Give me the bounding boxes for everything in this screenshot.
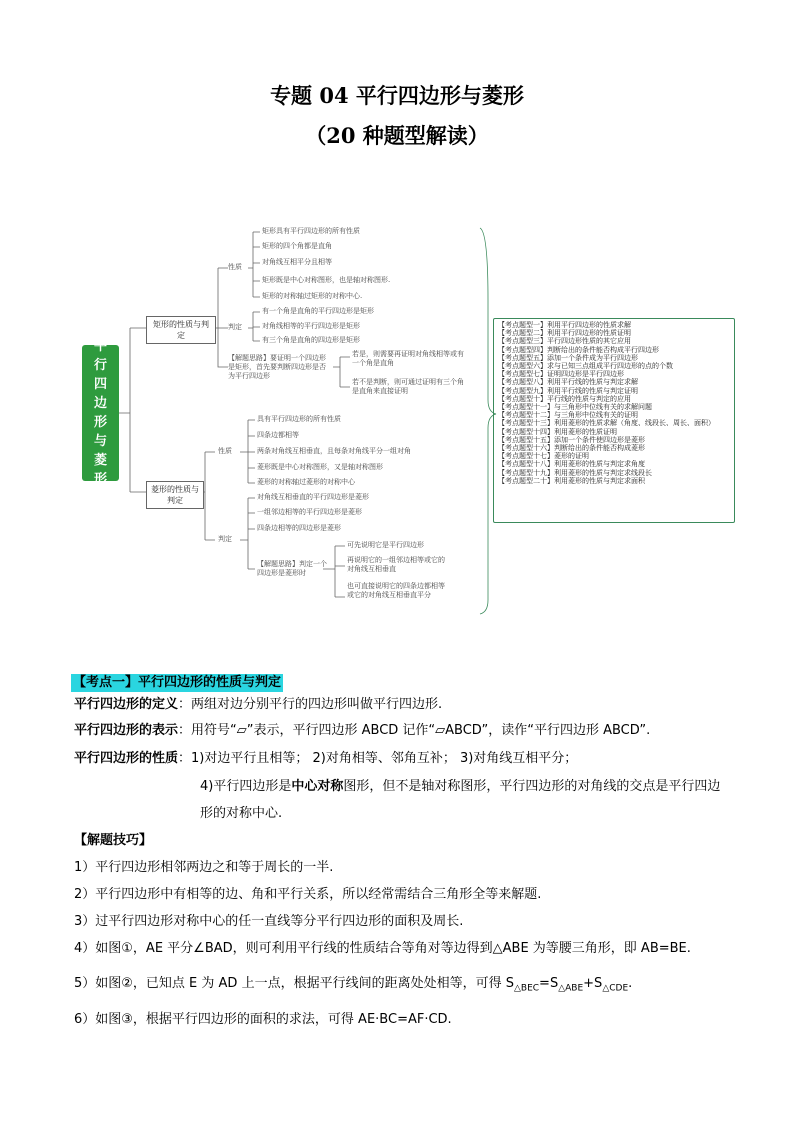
tip-4: 4）如图①，AE 平分∠BAD，则可利用平行线的性质结合等角对等边得到△ABE 为等腰三角形，即 AB=BE. xyxy=(74,941,691,956)
tip-5: 5）如图②，已知点 E 为 AD 上一点，根据平行线间的距离处处相等，可得 $S_{\triangle BEC}=S_{\triangle ABE}+S_{\triangle CDE}$. xyxy=(74,976,633,994)
topic-item: 【考点题型二】利用平行四边形的性质证明 xyxy=(498,329,631,338)
section-heading: 【考点一】平行四边形的性质与判定 xyxy=(73,675,282,690)
rect-judge-label: 判定 xyxy=(228,323,242,331)
rhombus-judge-1: 对角线互相垂直的平行四边形是菱形 xyxy=(257,493,369,501)
rect-judge-2: 对角线相等的平行四边形是矩形 xyxy=(262,322,360,330)
mindmap-root: 平行四边形与菱形 xyxy=(82,345,119,481)
rect-prop-1: 矩形具有平行四边形的所有性质 xyxy=(262,227,360,235)
rhombus-prop-1: 具有平行四边形的所有性质 xyxy=(257,415,341,423)
topic-item: 【考点题型九】利用平行线的性质与判定证明 xyxy=(498,386,638,395)
page-subtitle: （20 种题型解读） xyxy=(305,123,489,148)
tip-6: 6）如图③，根据平行四边形的面积的求法，可得 AE·BC=AF·CD. xyxy=(74,1012,452,1027)
topic-item: 【考点题型十】平行线的性质与判定的应用 xyxy=(498,394,631,403)
topic-item: 【考点题型四】判断给出的条件能否构成平行四边形 xyxy=(498,345,659,354)
rhombus-prop-2: 四条边都相等 xyxy=(257,431,299,439)
rhombus-prop-4: 菱形既是中心对称图形，又是轴对称图形 xyxy=(257,463,383,471)
topic-item: 【考点题型六】求与已知三点组成平行四边形的点的个数 xyxy=(498,362,673,371)
topic-item: 【考点题型八】利用平行线的性质与判定求解 xyxy=(498,378,638,387)
rect-prop-label: 性质 xyxy=(228,263,242,271)
topic-item: 【考点题型十三】利用菱形的性质求解（角度、线段长、周长、面积） xyxy=(498,419,715,428)
topic-item: 【考点题型十九】利用菱形的性质与判定求线段长 xyxy=(498,468,652,477)
tip-3: 3）过平行四边形对称中心的任一直线等分平行四边形的面积及周长. xyxy=(74,914,464,929)
rect-prop-5: 矩形的对称轴过矩形的对称中心. xyxy=(262,292,363,300)
rhombus-prop-3: 两条对角线互相垂直，且每条对角线平分一组对角 xyxy=(257,447,411,455)
rect-judge-3: 有三个角是直角的四边形是矩形 xyxy=(262,336,360,344)
rect-tip-b: 若不是判断，则可通过证明有三个角是直角来直接证明 xyxy=(352,378,464,395)
rect-judge-1: 有一个角是直角的平行四边形是矩形 xyxy=(262,307,374,315)
topic-item: 【考点题型十四】利用菱形的性质证明 xyxy=(498,427,617,436)
rhombus-tip-b: 再说明它的一组邻边相等或它的对角线互相垂直 xyxy=(347,556,445,573)
topic-item: 【考点题型十八】利用菱形的性质与判定求角度 xyxy=(498,460,645,469)
rhombus-judge-label: 判定 xyxy=(218,535,232,543)
rhombus-tip-a: 可先说明它是平行四边形 xyxy=(347,541,424,549)
topic-item: 【考点题型十七】菱形的证明 xyxy=(498,452,589,461)
tip-1: 1）平行四边形相邻两边之和等于周长的一半. xyxy=(74,860,334,875)
property-4-line: 4)平行四边形是中心对称图形，但不是轴对称图形，平行四边形的对角线的交点是平行四边 xyxy=(200,779,721,794)
rhombus-prop-5: 菱形的对称轴过菱形的对称中心 xyxy=(257,478,355,486)
rhombus-tip-c: 也可直接说明它的四条边都相等或它的对角线互相垂直平分 xyxy=(347,582,445,599)
representation-line: 平行四边形的表示：用符号“▱”表示，平行四边形 ABCD 记作“▱ABCD”，读作“平行四边形 ABCD”. xyxy=(74,723,651,738)
topic-item: 【考点题型十五】添加一个条件使四边形是菱形 xyxy=(498,435,645,444)
property-4-cont: 形的对称中心. xyxy=(200,806,283,821)
rect-node: 矩形的性质与判定 xyxy=(146,316,216,344)
rect-prop-4: 矩形既是中心对称图形，也是轴对称图形. xyxy=(262,276,391,284)
page-title: 专题 04 平行四边形与菱形 xyxy=(270,83,524,108)
rect-tip: 【解题思路】要证明一个四边形是矩形，首先要判断四边形是否为平行四边形 xyxy=(228,354,326,380)
topic-item: 【考点题型二十】利用菱形的性质与判定求面积 xyxy=(498,476,645,485)
rhombus-judge-2: 一组邻边相等的平行四边形是菱形 xyxy=(257,508,362,516)
topic-item: 【考点题型五】添加一个条件成为平行四边形 xyxy=(498,353,638,362)
topic-item: 【考点题型七】证明四边形是平行四边形 xyxy=(498,370,624,379)
tips-title: 【解题技巧】 xyxy=(74,833,153,848)
rhombus-judge-3: 四条边相等的四边形是菱形 xyxy=(257,524,341,532)
rhombus-node: 菱形的性质与判定 xyxy=(146,481,204,509)
topic-list xyxy=(493,318,735,523)
rect-tip-a: 若是，则需要再证明对角线相等或有一个角是直角 xyxy=(352,350,464,367)
tip-2: 2）平行四边形中有相等的边、角和平行关系，所以经常需结合三角形全等来解题. xyxy=(74,887,542,902)
topic-item: 【考点题型十二】与三角形中位线有关的证明 xyxy=(498,411,638,420)
definition-line: 平行四边形的定义：两组对边分别平行的四边形叫做平行四边形. xyxy=(74,697,443,712)
topic-item: 【考点题型十六】判断给出的条件能否构成菱形 xyxy=(498,444,645,453)
rect-prop-3: 对角线互相平分且相等 xyxy=(262,258,332,266)
rect-prop-2: 矩形的四个角都是直角 xyxy=(262,242,332,250)
rhombus-tip: 【解题思路】判定一个四边形是菱形时 xyxy=(257,560,327,577)
property-line: 平行四边形的性质：1)对边平行且相等； 2)对角相等、邻角互补； 3)对角线互相平分； xyxy=(74,751,578,766)
rhombus-prop-label: 性质 xyxy=(218,447,232,455)
topic-item: 【考点题型三】平行四边形性质的其它应用 xyxy=(498,337,631,346)
topic-item: 【考点题型一】利用平行四边形的性质求解 xyxy=(498,321,631,329)
topic-item: 【考点题型十一】与三角形中位线有关的求解问题 xyxy=(498,403,652,412)
